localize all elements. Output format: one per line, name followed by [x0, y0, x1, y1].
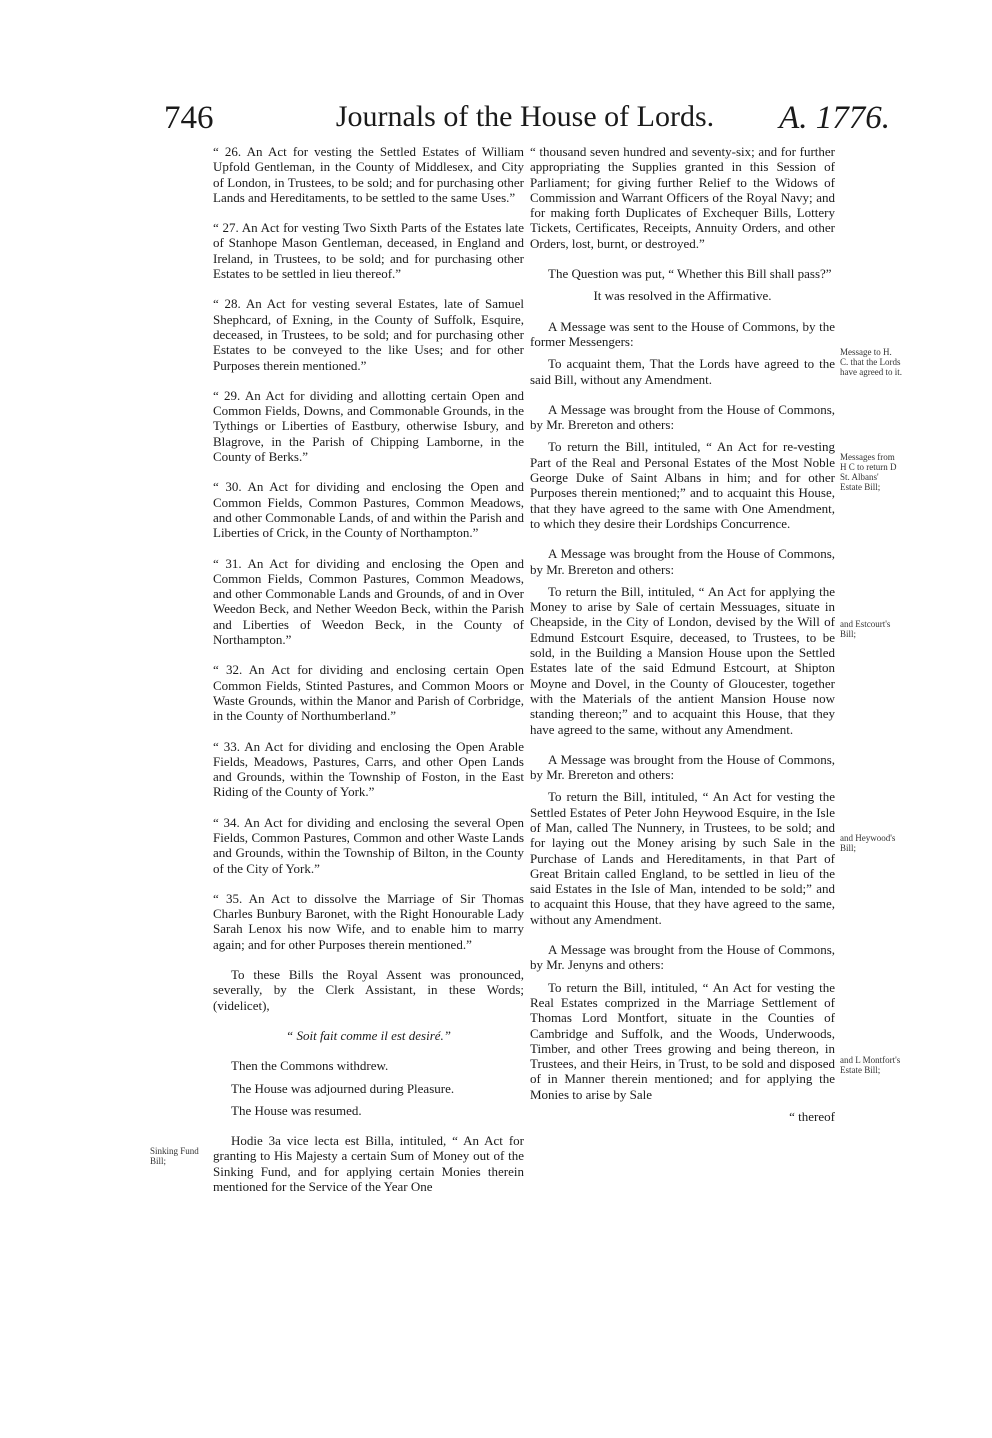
sinking-fund-bill-continued: “ thousand seven hundred and seventy-six; and for further appropriating the Supplies granted in this Session of Parliament; for giving further Relief to the Widows of Commission and Warrant Officers of the Royal Navy; and for making forth Duplicates of Exchequer Bills, Lottery Tickets, Certificates, Receipts, Annuity Orders, and other Orders, lost, burnt, or destroyed.” — [530, 144, 835, 251]
act-30: “ 30. An Act for dividing and enclosing the Open and Common Fields, Common Pastures, Common Meadows, and other Commonable Lands, of and within the Parish and Liberties of Crick, in the County of Northampton.” — [213, 479, 524, 541]
margin-note-montfort: and L Montfort's Estate Bill; — [840, 1055, 901, 1075]
message-brereton-1: A Message was brought from the House of Commons, by Mr. Brereton and others: — [530, 401, 835, 433]
act-35: “ 35. An Act to dissolve the Marriage of Sir Thomas Charles Bunbury Baronet, with the Right Honourable Lady Sarah Lenox his now Wife, and to enable him to marry again; and for other Purposes therein mentioned.” — [213, 890, 524, 952]
margin-note-sinking-fund: Sinking Fund Bill; — [150, 1146, 199, 1166]
margin-note-estcourt: and Estcourt's Bill; — [840, 619, 891, 639]
resolved-affirmative: It was resolved in the Affirmative. — [593, 288, 772, 304]
house-adjourned: The House was adjourned during Pleasure. — [231, 1080, 455, 1096]
estcourt-bill-return: To return the Bill, intituled, “ An Act for applying the Money to arise by Sale of certain Messuages, situate in Cheapside, in the City of London, devised by the Will of Edmund Estcourt Esquire, deceased, to Trustees, to be sold, in the Building a Mansion House upon the Settled Estates late of the said Edmund Estcourt, at Shipton Moyne and Dovel, in the County of Gloucester, together with the Materials of the antient Mansion House now standing thereon;” and to acquaint this House, that they have agreed to the same, without any Amendment. — [530, 583, 835, 737]
acquaint-lords-agreed: To acquaint them, That the Lords have agreed to the said Bill, without any Amendment. — [530, 356, 835, 387]
left-column — [213, 144, 524, 1209]
act-28: “ 28. An Act for vesting several Estates, late of Samuel Shephcard, of Exning, in the County of Suffolk, Esquire, deceased, in Trustees, to be sold; and for purchasing other Estates to be conveyed to the like Uses; and for other Purposes therein mentioned.” — [213, 296, 524, 373]
act-29: “ 29. An Act for dividing and allotting certain Open and Common Fields, Downs, and Commonable Grounds, in the Tythings or Liberties of Eastbury, otherwise Isbury, and Blagrove, in the Parish of Chipping Lamborne, in the County of Berks.” — [213, 387, 524, 465]
year-label: A. 1776. — [779, 100, 890, 136]
question-put: The Question was put, “ Whether this Bill shall pass?” — [548, 266, 832, 282]
royal-assent-paragraph: To these Bills the Royal Assent was pronounced, severally, by the Clerk Assistant, in these Words; (videlicet), — [213, 967, 524, 1013]
assent-formula: “ Soit fait comme il est desiré.” — [285, 1027, 452, 1043]
house-resumed: The House was resumed. — [231, 1102, 362, 1118]
message-jenyns: A Message was brought from the House of Commons, by Mr. Jenyns and others: — [530, 942, 835, 973]
montfort-bill-return: To return the Bill, intituled, “ An Act for vesting the Real Estates comprized in the Marriage Settlement of Thomas Lord Montfort, situate in the Counties of Cambridge and Suffolk, and the Woods, Underwoods, Timber, and other Trees growing and being thereon, in Trustees, and their Heirs, in Trust, to be sold and disposed of in Manner therein mentioned; and for applying the Monies to arise by Sale — [530, 979, 835, 1102]
heywood-bill-return: To return the Bill, intituled, “ An Act for vesting the Settled Estates of Peter John Heywood Esquire, in the Isle of Man, called The Nunnery, in Trustees, to be sold; and for laying out the Money arising by such Sale in the Purchase of Lands and Hereditaments, in that Part of Great Britain called England, to be settled in lieu of the said Estates in the Isle of Man, intended to be sold;” and to acquaint this House, that they have agreed to the same, without any Amendment. — [530, 789, 835, 927]
page-header — [160, 100, 890, 144]
sinking-fund-bill-reading: Hodie 3a vice lecta est Billa, intituled, “ An Act for granting to His Majesty a certain Sum of Money out of the Sinking Fund, and for applying certain Monies therein mentioned for the Service of the Year One — [213, 1133, 524, 1195]
act-27: “ 27. An Act for vesting Two Sixth Parts of the Estates late of Stanhope Mason Gentleman, deceased, in England and Ireland, in Trustees, to be sold; and for purchasing other Estates to be settled in lieu thereof.” — [213, 220, 524, 282]
commons-withdrew: Then the Commons withdrew. — [231, 1058, 389, 1074]
st-albans-bill-return: To return the Bill, intituled, “ An Act for re-vesting Part of the Real and Personal Estates of the Most Noble George Duke of Saint Albans in him; and for other Purposes therein mentioned;” and to acquaint this House, that they have agreed to the same with One Amendment, to which they desire their Lordships Concurrence. — [530, 439, 835, 531]
act-26: “ 26. An Act for vesting the Settled Estates of William Upfold Gentleman, in the County of Middlesex, and City of London, in Trustees, to be sold; and for purchasing other Lands and Hereditaments, to be settled to the same Uses.” — [213, 144, 524, 205]
message-brereton-2: A Message was brought from the House of Commons, by Mr. Brereton and others: — [530, 546, 835, 577]
act-34: “ 34. An Act for dividing and enclosing the several Open Fields, Common Pastures, Common and other Waste Lands and Grounds, within the Township of Bilton, in the County of the City of York.” — [213, 814, 524, 876]
message-brereton-3: A Message was brought from the House of Commons, by Mr. Brereton and others: — [530, 751, 835, 783]
right-column — [530, 144, 835, 1124]
act-33: “ 33. An Act for dividing and enclosing the Open Arable Fields, Meadows, Pastures, Carrs, and other Open Lands and Grounds, within the Township of Foston, in the East Riding of the County of York.” — [213, 738, 524, 800]
catchword: “ thereof — [789, 1109, 835, 1125]
margin-note-heywood: and Heywood's Bill; — [840, 833, 896, 853]
act-31: “ 31. An Act for dividing and enclosing the Open and Common Fields, Common Pastures, Common Meadows, and other Commonable Lands and Grounds, of and in Over Weedon Beck, and Nether Weedon Beck, within the Parish and Liberties of Weedon Beck, in the County of Northampton.” — [213, 555, 524, 648]
margin-note-message-agreed: Message to H. C. that the Lords have agreed to it. — [840, 347, 902, 377]
act-32: “ 32. An Act for dividing and enclosing certain Open Common Fields, Stinted Pastures, and Common Moors or Waste Grounds, within the Manor and Parish of Corbridge, in the County of Northumberland.” — [213, 662, 524, 724]
margin-note-st-albans: Messages from H C to return D St. Albans' Estate Bill; — [840, 452, 897, 492]
message-sent-to-commons: A Message was sent to the House of Commons, by the former Messengers: — [530, 318, 835, 349]
running-title: Journals of the House of Lords. — [335, 100, 715, 133]
page-number: 746 — [164, 100, 214, 136]
